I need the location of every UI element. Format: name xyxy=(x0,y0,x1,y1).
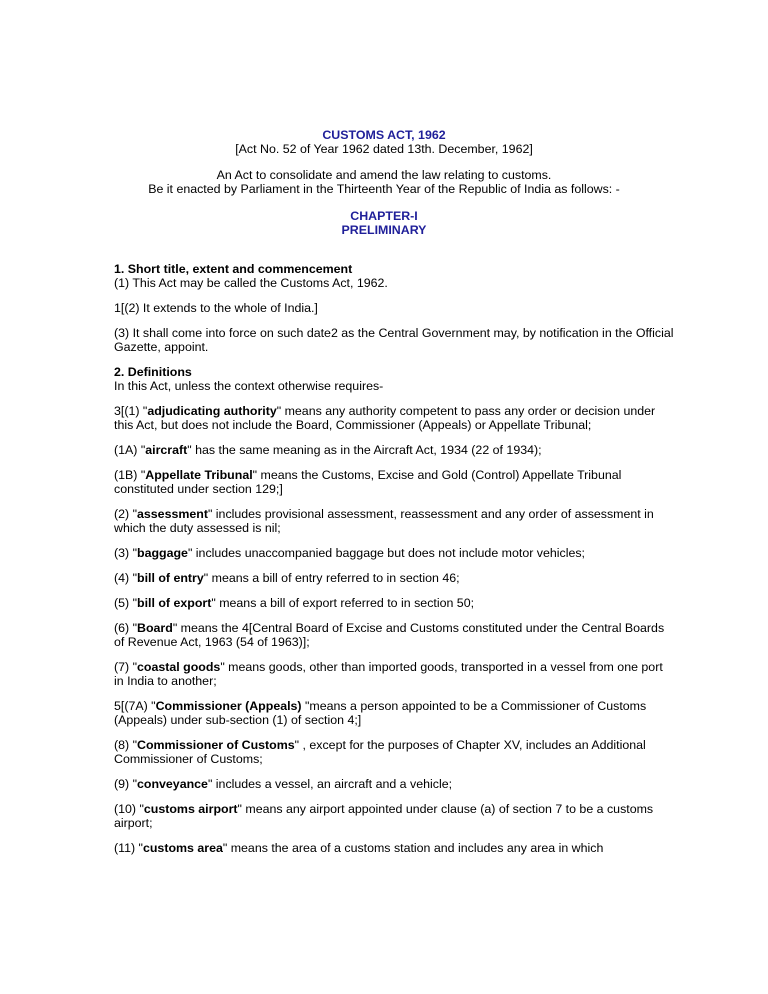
chapter-number: CHAPTER-I xyxy=(350,209,418,223)
preamble-line-2: Be it enacted by Parliament in the Thirteenth Year of the Republic of India as follows: - xyxy=(148,182,620,196)
definition-item: 5[(7A) "Commissioner (Appeals) "means a person appointed to be a Commissioner of Customs (Appeals) under sub-section (1) of section 4;] xyxy=(114,699,647,727)
definition-item: 3[(1) "adjudicating authority" means any authority competent to pass any order or decision under this Act, but does not include the Board, Commissioner (Appeals) or Appellate Tribunal; xyxy=(114,404,656,432)
definition-item: (5) "bill of export" means a bill of export referred to in section 50; xyxy=(114,596,475,610)
definition-item: (1A) "aircraft" has the same meaning as in the Aircraft Act, 1934 (22 of 1934); xyxy=(114,443,542,457)
definition-term: Appellate Tribunal xyxy=(145,468,253,482)
act-subtitle: [Act No. 52 of Year 1962 dated 13th. December, 1962] xyxy=(235,142,533,156)
definition-term: coastal goods xyxy=(137,660,221,674)
definition-item: (2) "assessment" includes provisional assessment, reassessment and any order of assessment in which the duty assessed is nil; xyxy=(114,507,654,535)
section-1-para-3: (3) It shall come into force on such date2 as the Central Government may, by notification in the Official Gazette, appoint. xyxy=(114,326,674,354)
section-1-heading: 1. Short title, extent and commencement xyxy=(114,262,353,276)
section-1-para-1: (1) This Act may be called the Customs Act, 1962. xyxy=(114,276,388,290)
definition-term: baggage xyxy=(137,546,188,560)
definition-item: (3) "baggage" includes unaccompanied baggage but does not include motor vehicles; xyxy=(114,546,585,560)
definition-term: customs area xyxy=(142,841,223,855)
act-title: CUSTOMS ACT, 1962 xyxy=(322,128,446,142)
definition-item: (8) "Commissioner of Customs" , except for the purposes of Chapter XV, includes an Additional Commissioner of Customs; xyxy=(114,738,646,766)
definition-item: (10) "customs airport" means any airport appointed under clause (a) of section 7 to be a customs airport; xyxy=(114,802,654,830)
definition-term: Board xyxy=(137,621,173,635)
definition-item: (9) "conveyance" includes a vessel, an aircraft and a vehicle; xyxy=(114,777,453,791)
definition-term: Commissioner (Appeals) xyxy=(155,699,302,713)
definition-item: (11) "customs area" means the area of a customs station and includes any area in which xyxy=(114,841,604,855)
definition-term: customs airport xyxy=(143,802,238,816)
definition-term: bill of export xyxy=(137,596,212,610)
definition-term: Commissioner of Customs xyxy=(137,738,295,752)
section-2-heading: 2. Definitions xyxy=(114,365,192,379)
definition-item: (6) "Board" means the 4[Central Board of Excise and Customs constituted under the Central Boards of Revenue Act, 1963 (54 of 1963)]; xyxy=(114,621,665,649)
definition-term: adjudicating authority xyxy=(147,404,277,418)
chapter-title: PRELIMINARY xyxy=(341,223,427,237)
section-2-intro: In this Act, unless the context otherwise requires- xyxy=(114,379,384,393)
definition-term: bill of entry xyxy=(137,571,204,585)
definition-term: conveyance xyxy=(137,777,208,791)
definition-item: (7) "coastal goods" means goods, other than imported goods, transported in a vessel from one port in India to another; xyxy=(114,660,663,688)
definition-item: (4) "bill of entry" means a bill of entry referred to in section 46; xyxy=(114,571,460,585)
definition-term: aircraft xyxy=(145,443,188,457)
definition-term: assessment xyxy=(137,507,208,521)
section-1-para-2: 1[(2) It extends to the whole of India.] xyxy=(114,301,318,315)
definition-item: (1B) "Appellate Tribunal" means the Customs, Excise and Gold (Control) Appellate Tribunal constituted under section 129;] xyxy=(114,468,622,496)
preamble-line-1: An Act to consolidate and amend the law relating to customs. xyxy=(216,168,552,182)
document-body xyxy=(114,262,674,866)
